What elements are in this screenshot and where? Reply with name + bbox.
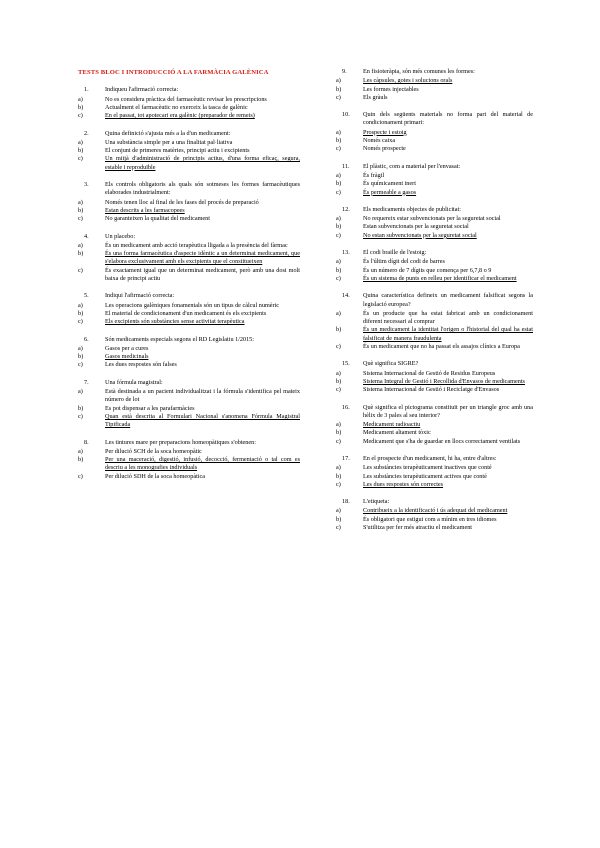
option-text: És exactament igual que un determinat medicament, però amb una dosi molt baixa de principi actiu [105, 266, 300, 283]
answer-option [78, 473, 300, 481]
question-text: Indiqui l'afirmació correcta: [105, 292, 175, 300]
option-letter: a) [336, 507, 341, 515]
option-letter: a) [336, 215, 341, 223]
question-text: Quin dels següents materials no forma part del material de condicionament primari: [363, 111, 533, 127]
option-text: No requereix estar subvencionats per la seguretat social [363, 215, 501, 223]
answer-option [78, 199, 300, 207]
answer-option-correct [336, 378, 533, 386]
question-line [78, 379, 300, 387]
question-number: 4. [84, 232, 89, 240]
answer-option-correct [336, 129, 533, 137]
option-text: Les dues respostes són falses [105, 361, 177, 369]
option-letter: b) [336, 326, 342, 334]
question-item [336, 360, 533, 394]
option-text: És químicament inert [363, 180, 416, 188]
question-line [336, 292, 533, 309]
answer-option [336, 438, 533, 446]
option-letter: a) [336, 421, 341, 429]
option-text: Sistema Internacional de Gestió i Reciclatge d'Envasos [363, 386, 500, 394]
option-text: Medicament que s'ha de guardar en llocs correctament ventilats [363, 437, 521, 445]
answer-option-correct [336, 232, 533, 240]
question-number: 15. [342, 360, 350, 368]
question-item [78, 336, 300, 370]
question-text: Els controls obligatoris als quals són sotmeses les formes farmacèutiques elaborades industrialment: [105, 181, 300, 197]
option-letter: b) [78, 404, 84, 412]
question-item [336, 206, 533, 240]
answer-option [78, 345, 300, 353]
option-letter: c) [336, 145, 341, 153]
document-title: TESTS BLOC I INTRODUCCIÓ A LA FARMÀCIA GALÈNICA [78, 69, 269, 76]
answer-option [336, 223, 533, 231]
option-letter: a) [336, 77, 341, 85]
option-letter: c) [78, 472, 83, 480]
question-number: 5. [84, 292, 89, 300]
option-letter: c) [78, 412, 83, 420]
option-text: Gasos per a cures [105, 344, 149, 352]
question-number: 8. [84, 438, 89, 446]
option-text: S'utilitza per fer més atractiu el medicament [363, 524, 473, 532]
answer-option [78, 242, 300, 250]
answer-option-correct [78, 456, 300, 473]
question-text: En el prospecte d'un medicament, hi ha, entre d'altres: [363, 454, 497, 462]
option-text: Prospecte i estoig [363, 128, 407, 136]
question-line [336, 111, 533, 128]
option-text: Les dues respostes són correctes [363, 480, 444, 488]
answer-option [336, 370, 533, 378]
option-letter: b) [336, 137, 342, 145]
answer-option [78, 96, 300, 104]
option-letter: a) [78, 198, 83, 206]
option-letter: c) [336, 524, 341, 532]
option-text: És fràgil [363, 171, 385, 179]
answer-option-correct [336, 481, 533, 489]
answer-option [336, 258, 533, 266]
question-number: 13. [342, 249, 350, 257]
question-item [78, 439, 300, 481]
answer-option-correct [336, 77, 533, 85]
answer-option [78, 448, 300, 456]
question-text: L'etiqueta: [363, 498, 390, 506]
option-text: Per una maceració, digestió, infusió, decocció, fermentació o tal com es descriu a les monografies individuals [105, 456, 300, 472]
option-letter: c) [336, 93, 341, 101]
answer-option [78, 310, 300, 318]
option-letter: c) [336, 343, 341, 351]
question-number: 2. [84, 129, 89, 137]
option-letter: c) [336, 274, 341, 282]
option-text: El conjunt de primeres matèries, principi actiu i excipients [105, 147, 250, 155]
answer-option [336, 429, 533, 437]
question-text: Un placebo: [105, 232, 136, 240]
answer-option-correct [336, 421, 533, 429]
left-column [78, 68, 300, 490]
option-letter: a) [78, 95, 83, 103]
option-letter: a) [78, 138, 83, 146]
option-text: El material de condicionament d'un medicament és els excipients [105, 309, 267, 317]
answer-option [78, 215, 300, 223]
answer-option [78, 139, 300, 147]
question-text: En fisioteràpia, són més comunes les formes: [363, 68, 475, 75]
question-number: 14. [342, 292, 350, 300]
question-item [78, 130, 300, 172]
option-letter: b) [336, 85, 342, 93]
question-number: 10. [342, 111, 350, 119]
answer-option [78, 267, 300, 284]
option-letter: b) [336, 266, 342, 274]
option-letter: a) [336, 258, 341, 266]
question-text: Són medicaments especials segons el RD Legislatiu 1/2015: [105, 335, 254, 343]
option-text: És un número de 7 dígits que comença per 6,7,8 o 9 [363, 266, 492, 274]
question-item [336, 498, 533, 532]
option-text: No garanteixen la qualitat del medicament [105, 215, 210, 223]
option-text: Quan està descrita al Formulari Nacional s'anomena Fórmula Magistral Tipificada [105, 412, 300, 429]
question-number: 9. [342, 68, 347, 75]
answer-option-correct [336, 326, 533, 343]
question-line [78, 336, 300, 344]
option-text: És una forma farmacèutica d'aspecte idèntic a un determinat medicament, que s'elabora exclusivament amb els excipients que el constitueixen [105, 250, 300, 266]
option-letter: c) [336, 480, 341, 488]
option-text: Es pot dispensar a les parafarmàcies [105, 404, 195, 412]
option-letter: c) [78, 318, 83, 326]
option-letter: b) [78, 206, 84, 214]
answer-option [336, 267, 533, 275]
answer-option-correct [336, 507, 533, 515]
option-text: Les substàncies terapèuticament inactives que conté [363, 464, 492, 472]
question-text: El codi braille de l'estoig: [363, 249, 427, 257]
option-letter: b) [78, 309, 84, 317]
option-text: Actualment el farmacèutic no exerceix la tasca de galènic [105, 104, 248, 111]
answer-option [336, 180, 533, 188]
question-text: Els medicaments objectes de publicitat: [363, 205, 461, 213]
option-text: És permeable a gasos [363, 188, 417, 196]
option-text: Per dilució SCH de la soca homeopàtic [105, 447, 202, 455]
question-item [336, 404, 533, 446]
option-text: És obligatori que estigui com a mínim en tres idiomes [363, 515, 497, 523]
question-line [78, 181, 300, 198]
option-text: Està destinada a un pacient individualitzat i la fórmula s'identifica pel mateix número de lot [105, 388, 300, 404]
answer-option [336, 94, 533, 102]
option-text: És un sistema de punts en relleu per identificar el medicament [363, 274, 517, 282]
option-text: És un medicament la identitat l'origen o l'historial del qual ha estat falsificat de manera fraudulenta [363, 326, 533, 342]
question-item [336, 455, 533, 489]
question-text: Quina definició s'ajusta més a la d'un medicament: [105, 129, 231, 137]
question-line [336, 498, 533, 506]
question-number: 3. [84, 181, 89, 189]
option-letter: c) [78, 361, 83, 369]
option-text: Els excipients són substàncies sense activitat terapèutica [105, 318, 245, 326]
option-text: No es considera pràctica del farmacèutic revisar les prescripcions [105, 95, 267, 103]
option-text: Estan subvencionats per la seguretat social [363, 223, 469, 231]
option-letter: b) [78, 250, 84, 258]
option-letter: a) [336, 464, 341, 472]
answer-option [336, 310, 533, 327]
question-item [78, 181, 300, 223]
option-text: Medicament radioactiu [363, 421, 421, 429]
option-text: És un producte que ha estat fabricat amb un condicionament diferent necessari al comprar [363, 309, 533, 326]
question-line [336, 68, 533, 76]
question-line [78, 130, 300, 138]
option-letter: b) [336, 429, 342, 437]
question-line [78, 292, 300, 300]
answer-option-correct [336, 189, 533, 197]
answer-option [78, 147, 300, 155]
question-item [336, 163, 533, 197]
question-text: El plàstic, com a material per l'envasat: [363, 162, 461, 170]
question-number: 16. [342, 403, 350, 411]
option-letter: b) [78, 147, 84, 155]
answer-option [78, 302, 300, 310]
option-text: Les operacions galèniques fonamentals són un tipus de càlcul numèric [105, 301, 280, 309]
question-text: Què significa SIGRE? [363, 360, 419, 368]
question-line [78, 86, 300, 94]
question-line [78, 439, 300, 447]
answer-option-correct [78, 207, 300, 215]
answer-option [336, 343, 533, 351]
option-letter: c) [336, 231, 341, 239]
option-letter: a) [78, 344, 83, 352]
answer-option [336, 464, 533, 472]
option-text: Sistema Integral de Gestió i Recollida d'Envasos de medicaments [363, 377, 525, 385]
answer-option-correct [78, 318, 300, 326]
answer-option [78, 388, 300, 405]
question-line [336, 163, 533, 171]
answer-option [336, 145, 533, 153]
question-line [78, 233, 300, 241]
question-item [78, 233, 300, 284]
option-text: No estan subvencionats per la seguretat social [363, 231, 477, 239]
question-line [336, 249, 533, 257]
option-text: Una substància simple per a una finalitat pal·liativa [105, 138, 233, 146]
option-text: Els gràuls [363, 93, 388, 101]
answer-option [78, 405, 300, 413]
option-letter: b) [78, 353, 84, 361]
option-letter: c) [78, 215, 83, 223]
option-letter: a) [336, 128, 341, 136]
option-letter: a) [78, 301, 83, 309]
answer-option-correct [78, 413, 300, 430]
option-text: Per dilució SDH de la soca homeopàtica [105, 472, 206, 480]
question-text: Una fórmula magistral: [105, 378, 163, 386]
answer-option-correct [78, 112, 300, 120]
right-question-list [336, 68, 533, 532]
option-letter: c) [336, 188, 341, 196]
option-letter: c) [78, 112, 83, 120]
question-number: 17. [342, 454, 350, 462]
option-letter: b) [78, 456, 84, 464]
option-text: Només caixa [363, 137, 396, 145]
question-item [336, 68, 533, 102]
option-text: Només tenen lloc al final de les fases del procés de preparació [105, 198, 259, 206]
answer-option-correct [336, 275, 533, 283]
answer-option [336, 215, 533, 223]
question-line [336, 404, 533, 421]
option-letter: c) [336, 437, 341, 445]
question-line [336, 455, 533, 463]
question-number: 12. [342, 205, 350, 213]
option-letter: b) [336, 180, 342, 188]
left-question-list [78, 86, 300, 481]
option-text: És l'últim dígit del codi de barres [363, 258, 445, 266]
answer-option [336, 516, 533, 524]
question-item [78, 86, 300, 120]
answer-option [336, 524, 533, 532]
answer-option [336, 137, 533, 145]
answer-option [336, 86, 533, 94]
question-text: Les tintures mare per preparacions homeopàtiques s'obtenen: [105, 438, 256, 446]
option-text: Gasos medicinals [105, 353, 149, 361]
right-column [336, 68, 533, 541]
answer-option-correct [78, 250, 300, 267]
option-letter: a) [78, 241, 83, 249]
answer-option [78, 104, 300, 112]
option-text: Les formes injectables [363, 85, 419, 93]
question-item [336, 111, 533, 153]
question-text: Què significa el pictograma constituït per un triangle groc amb una hèlix de 3 pales al seu interior? [363, 403, 533, 419]
option-letter: b) [336, 515, 342, 523]
question-text: Quina característica defineix un medicament falsificat segons la legislació europea? [363, 292, 533, 308]
question-number: 11. [342, 162, 350, 170]
answer-option [78, 361, 300, 369]
option-text: Les càpsules, gotes i solucions orals [363, 77, 453, 85]
option-letter: b) [336, 223, 342, 231]
option-letter: a) [336, 369, 341, 377]
option-letter: c) [78, 155, 83, 163]
question-item [78, 379, 300, 430]
answer-option [336, 386, 533, 394]
option-letter: c) [78, 266, 83, 274]
answer-option-correct [78, 353, 300, 361]
option-text: Un mitjà d'administració de principis actius, d'una forma eficaç, segura, estable i reproduïble [105, 155, 300, 171]
option-text: En el passat, tot apotecari era galènic (preparador de remeis) [105, 112, 255, 120]
option-letter: c) [336, 386, 341, 394]
option-letter: b) [78, 104, 84, 111]
question-item [78, 292, 300, 326]
question-line [336, 206, 533, 214]
option-letter: b) [336, 472, 342, 480]
option-text: Contribueix a la identificació i ús adequat del medicament [363, 507, 508, 515]
option-text: És un medicament amb acció terapèutica lligada a la presència del fàrmac [105, 241, 288, 249]
question-line [336, 360, 533, 368]
question-number: 7. [84, 378, 89, 386]
question-text: Indiqueu l'afirmació correcta: [105, 86, 179, 94]
option-text: Sistema Internacional de Gestió de Residus Europeus [363, 369, 496, 377]
question-item [336, 292, 533, 351]
question-number: 18. [342, 498, 350, 506]
option-text: És un medicament que no ha passat els assajos clínics a Europa [363, 343, 520, 351]
option-letter: a) [78, 447, 83, 455]
option-text: Només prospecte [363, 145, 406, 153]
option-text: Estan descrits a les farmacopees [105, 206, 185, 214]
option-letter: a) [336, 171, 341, 179]
option-text: Les substàncies terapèuticament actives que conté [363, 472, 487, 480]
option-text: Medicament altament tòxic [363, 429, 431, 437]
option-letter: a) [78, 388, 83, 396]
option-letter: a) [336, 309, 341, 317]
question-number: 1. [84, 86, 89, 94]
option-letter: b) [336, 377, 342, 385]
answer-option [336, 473, 533, 481]
answer-option-correct [78, 155, 300, 172]
question-item [336, 249, 533, 283]
question-number: 6. [84, 335, 89, 343]
